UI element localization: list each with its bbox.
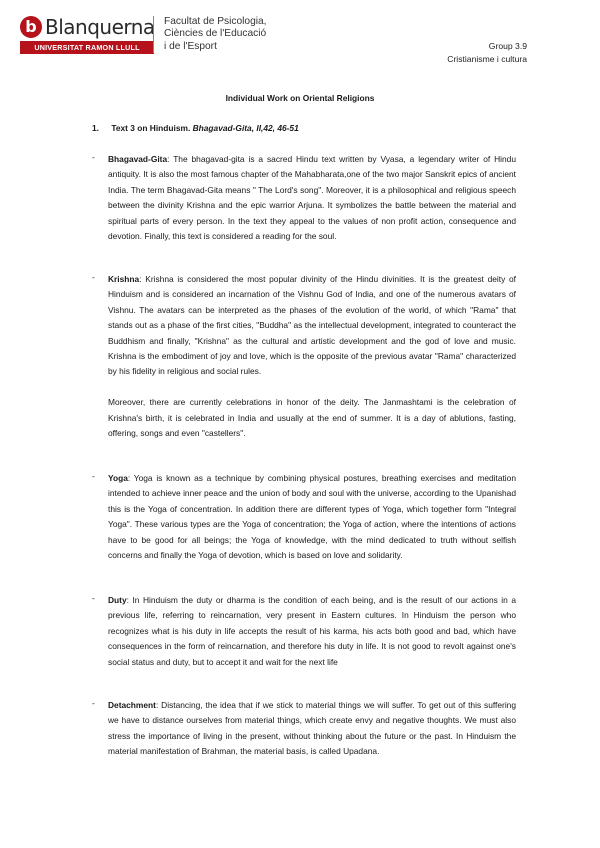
section-number: 1. — [92, 123, 99, 133]
list-item-detachment — [92, 698, 522, 760]
list-dash: - — [92, 152, 95, 162]
item-text: In Hinduism the duty or dharma is the condition of each being, and is the result of our actions in a previous life, referring to reincarnation, very present in Eastern cultures. In Hinduism the person who recognizes what is his duty in life accepts the result of his karma, his acts both good and bad, which have consequences in the form of reincarnation, and therefore his duty in life. It is not good to revolt against one's social status and duty, but to accept it and wait for the next life — [108, 595, 516, 667]
item-term: Krishna — [108, 274, 140, 284]
item-term: Yoga — [108, 473, 128, 483]
list-dash: - — [92, 593, 95, 603]
item-paragraph: Moreover, there are currently celebrations in honor of the deity. The Janmashtami is the celebration of Krishna's birth, it is celebrated in India and usually at the end of summer. It is a day of ablutions, fasting, offering, songs and even "castellers". — [108, 397, 516, 439]
section-reference: Bhagavad-Gita, II,42, 46-51 — [192, 123, 299, 133]
item-text: The bhagavad-gita is a sacred Hindu text written by Vyasa, a legendary writer of Hindu antiquity. It is also the most famous chapter of the Mahabharata,one of the two major Sanskrit epics of ancient India. The term Bhagavad-Gita means " The Lord's song". Moreover, it is a philosophical and religious speech between the divinity Krishna and the epic warrior Arjuna. It symbolizes the battle between the material and spiritual parts of every person. In the text they appeal to the values of non profit action, consequence and devotion. Finally, this text is considered a reading for the soul. — [108, 154, 516, 242]
item-paragraph: Detachment: Distancing, the idea that if we stick to material things we will suffer. To get out of this suffering we have to distance ourselves from material things, which create envy and negative thoughts. We must also stress the importance of living in the present, without thinking about the future or the past. In Hinduism the material manifestation of Brahman, the material basis, is called Upadana. — [108, 700, 516, 757]
item-paragraph: Bhagavad-Gita: The bhagavad-gita is a sacred Hindu text written by Vyasa, a legendary writer of Hindu antiquity. It is also the most famous chapter of the Mahabharata,one of the two major Sanskrit epics of ancient India. The term Bhagavad-Gita means " The Lord's song". Moreover, it is a philosophical and religious speech between the divinity Krishna and the epic warrior Arjuna. It symbolizes the battle between the material and spiritual parts of every person. In the text they appeal to the values of non profit action, consequence and devotion. Finally, this text is considered a reading for the soul. — [108, 154, 516, 242]
section-heading — [92, 123, 299, 133]
group-label: Group 3.9 — [488, 41, 527, 51]
item-text: Distancing, the idea that if we stick to material things we will suffer. To get out of this suffering we have to distance ourselves from material things, which create envy and negative thoughts. We must also stress the importance of living in the present, without thinking about the future or the past. In Hinduism the material manifestation of Brahman, the material basis, is called Upadana. — [108, 700, 516, 757]
course-label: Cristianisme i cultura — [447, 54, 527, 64]
university-logo — [20, 16, 160, 54]
logo-wordmark: Blanquerna — [45, 15, 155, 39]
faculty-line: Facultat de Psicologia, — [164, 16, 267, 27]
item-text: Krishna is considered the most popular divinity of the Hindu divinities. It is the greatest deity of Hinduism and is considered an incarnation of the Vishnu God of India, and one of the numerous avatars of Vishnu. The avatars can be interpreted as the phases of the evolution of the world, of which "Rama" that stands out as a phase of the first cities, "Buddha" as the intellectual development, integrated to counteract the Buddhism and finally, "Krishna" as the cultural and artistic development and the god of love and music. Krishna is the embodiment of joy and love, which is the opposite of the previous avatar "Rama" characterized by his fidelity in religious and social rules. — [108, 274, 516, 377]
item-term: Duty — [108, 595, 127, 605]
list-dash: - — [92, 272, 95, 282]
faculty-name — [153, 16, 267, 53]
item-paragraph: Krishna: Krishna is considered the most popular divinity of the Hindu divinities. It is the greatest deity of Hinduism and is considered an incarnation of the Vishnu God of India, and one of the numerous avatars of Vishnu. The avatars can be interpreted as the phases of the evolution of the world, of which "Rama" that stands out as a phase of the first cities, "Buddha" as the intellectual development, integrated to counteract the Buddhism and finally, "Krishna" as the cultural and artistic development and the god of love and music. Krishna is the embodiment of joy and love, which is the opposite of the previous avatar "Rama" characterized by his fidelity in religious and social rules. — [108, 274, 516, 377]
list-item-yoga — [92, 471, 522, 563]
faculty-line: Ciències de l'Educació — [164, 28, 267, 40]
item-term: Detachment — [108, 700, 156, 710]
item-paragraph: Duty: In Hinduism the duty or dharma is the condition of each being, and is the result of our actions in a previous life, referring to reincarnation, very present in Eastern cultures. In Hinduism the person who recognizes what is his duty in life accepts the result of his karma, his acts both good and bad, which have consequences in the form of reincarnation, and therefore his duty in life. It is not good to revolt against one's social status and duty, but to accept it and wait for the next life — [108, 595, 516, 667]
item-text: Yoga is known as a technique by combining physical postures, breathing exercises and meditation intended to achieve inner peace and the union of body and soul with the universe, according to the Upanishad this is the Yoga of concentration. In addition there are different types of Yoga, which together form "Integral Yoga". These various types are the Yoga of concentration; the Yoga of action, where the intentions of actions have to be good for all beings; the Yoga of knowledge, with the mind dedicated to truth without selfish concerns and finally the Yoga of devotion, which is based on love and solidarity. — [108, 473, 516, 561]
logo-mark-icon: b — [20, 16, 42, 38]
list-dash: - — [92, 698, 95, 708]
item-paragraph: Yoga: Yoga is known as a technique by combining physical postures, breathing exercises and meditation intended to achieve inner peace and the union of body and soul with the universe, according to the Upanishad this is the Yoga of concentration. In addition there are different types of Yoga, which together form "Integral Yoga". These various types are the Yoga of concentration; the Yoga of action, where the intentions of actions have to be good for all beings; the Yoga of knowledge, with the mind dedicated to truth without selfish concerns and finally the Yoga of devotion, which is based on love and solidarity. — [108, 473, 516, 561]
faculty-line: i de l'Esport — [164, 40, 217, 52]
list-item-krishna — [92, 272, 522, 441]
item-term: Bhagavad-Gita — [108, 154, 168, 164]
section-title: Text 3 on Hinduism. — [111, 123, 191, 133]
list-item-bhagavad-gita — [92, 152, 522, 244]
logo-university-bar: UNIVERSITAT RAMON LLULL — [20, 41, 154, 54]
list-dash: - — [92, 471, 95, 481]
list-item-duty — [92, 593, 522, 670]
group-info — [447, 40, 527, 66]
document-title: Individual Work on Oriental Religions — [225, 93, 375, 103]
